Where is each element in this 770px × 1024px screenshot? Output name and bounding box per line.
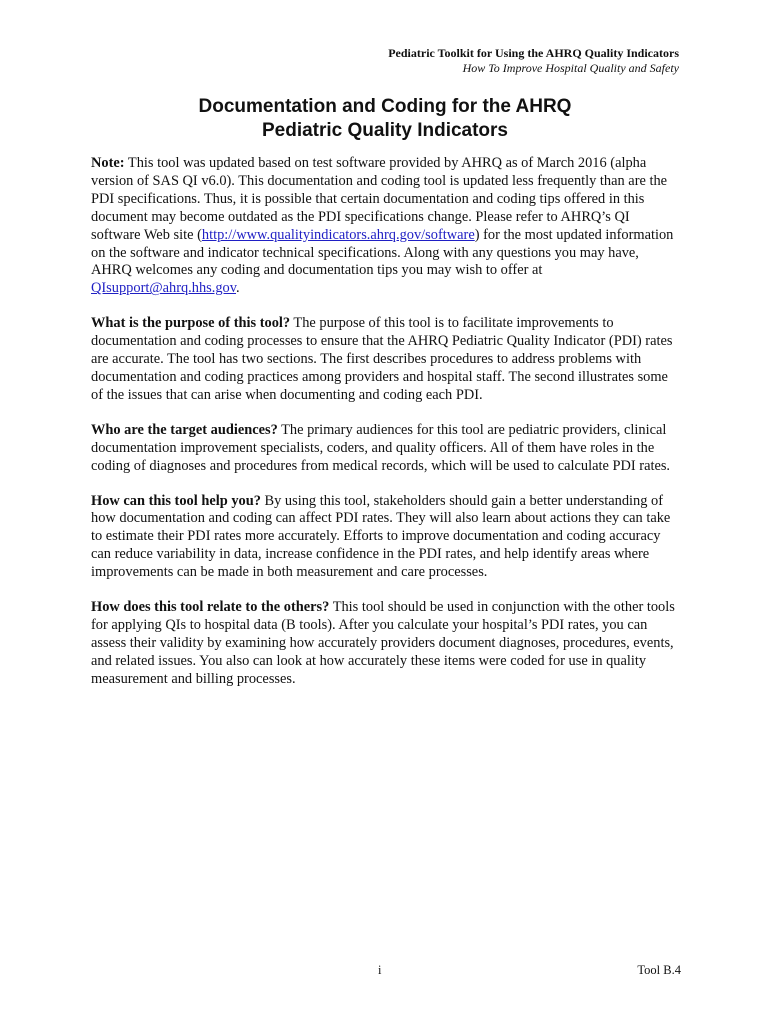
note-text-1: This tool was updated based on test software provided by AHRQ as of March 2016 (alpha version of SAS QI v6.0). This documentation and coding tool is updated less frequently than are the PDI specifications. Thus, it is possible that certain documentation and coding tips offered in this document may become outdated as the PDI specifications change. Please refer to AHRQ’s QI software Web site (: [91, 155, 668, 243]
relation-question: How does this tool relate to the others?: [91, 599, 330, 616]
audiences-paragraph: [91, 422, 681, 476]
running-header-subtitle: How To Improve Hospital Quality and Safety: [462, 61, 679, 75]
page-footer: [91, 963, 681, 979]
note-text-2: ) for the most updated information on the software and indicator technical specifications. Along with any questions you may have, AHRQ welcomes any coding and documentation tips you may wish to offer at: [91, 226, 674, 279]
help-paragraph: [91, 493, 681, 583]
software-link[interactable]: http://www.qualityindicators.ahrq.gov/software: [201, 226, 475, 243]
note-label: Note:: [91, 155, 125, 171]
document-body: [91, 155, 681, 706]
audiences-answer: The primary audiences for this tool are pediatric providers, clinical documentation improvement specialists, coders, and quality officers. All of them have roles in the coding of diagnoses and procedures from medical records, which will be used to calculate PDI rates.: [91, 421, 671, 474]
purpose-paragraph: [91, 315, 681, 405]
help-question: How can this tool help you?: [91, 492, 261, 509]
page-number: i: [378, 963, 382, 977]
tool-label: Tool B.4: [637, 963, 681, 977]
page-title: [90, 95, 680, 143]
note-text-end: .: [236, 280, 240, 297]
relation-paragraph: [91, 599, 681, 689]
support-email-link[interactable]: QIsupport@ahrq.hhs.gov: [91, 280, 237, 297]
running-header-title: Pediatric Toolkit for Using the AHRQ Quality Indicators: [388, 46, 679, 60]
page-title-line-1: Documentation and Coding for the AHRQ: [198, 96, 572, 117]
page-title-line-2: Pediatric Quality Indicators: [261, 120, 509, 141]
note-paragraph: [91, 155, 681, 298]
relation-answer: This tool should be used in conjunction with the other tools for applying QIs to hospital data (B tools). After you calculate your hospital’s PDI rates, you can assess their validity by examining how accurately providers document diagnoses, procedures, events, and related issues. You also can look at how accurately these items were coded for use in quality measurement and billing processes.: [91, 599, 675, 687]
audiences-question: Who are the target audiences?: [91, 421, 278, 438]
running-header: [388, 46, 679, 76]
purpose-answer: The purpose of this tool is to facilitate improvements to documentation and coding processes to ensure that the AHRQ Pediatric Quality Indicator (PDI) rates are accurate. The tool has two sections. The first describes procedures to address problems with documentation and coding practices among providers and hospital staff. The second illustrates some of the issues that can arise when documenting and coding each PDI.: [91, 315, 673, 403]
help-answer: By using this tool, stakeholders should gain a better understanding of how documentation and coding can affect PDI rates. They will also learn about actions they can take to estimate their PDI rates more accurately. Efforts to improve documentation and coding accuracy can reduce variability in data, increase confidence in the PDI rates, and help identify areas where improvements can be made in both measurement and care processes.: [91, 492, 671, 581]
purpose-question: What is the purpose of this tool?: [91, 315, 291, 332]
